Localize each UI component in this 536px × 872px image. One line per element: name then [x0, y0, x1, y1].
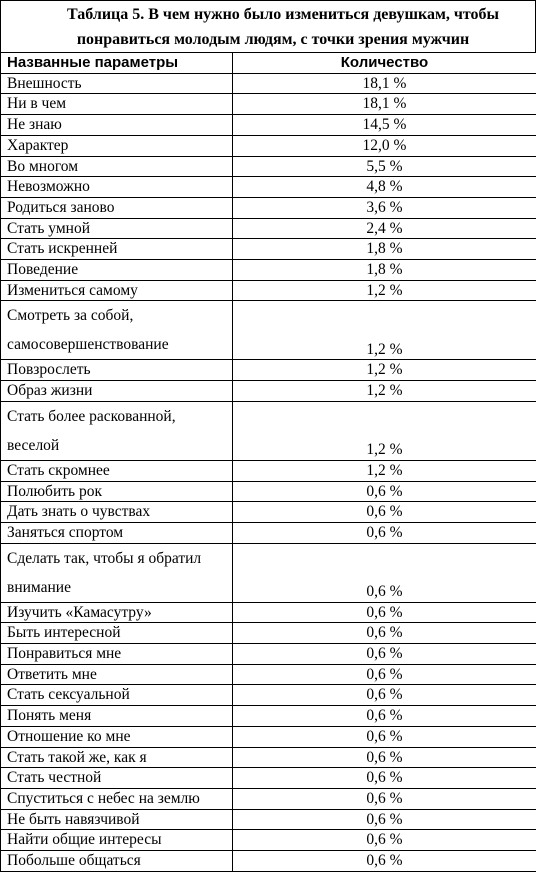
value-cell: 4,8 %	[233, 177, 536, 198]
value-cell: 5,5 %	[233, 156, 536, 177]
table-row	[1, 115, 536, 136]
table-row	[1, 460, 536, 481]
table-row	[1, 726, 536, 747]
value-cell: 0,6 %	[233, 481, 536, 502]
param-cell: Понравиться мне	[1, 644, 233, 665]
table-row	[1, 644, 536, 665]
caption-line-2: понравиться молодым людям, с точки зрения мужчин	[1, 26, 535, 51]
param-cell: Невозможно	[1, 177, 233, 198]
value-cell: 18,1 %	[233, 94, 536, 115]
table-row	[1, 381, 536, 402]
param-cell: Понять меня	[1, 706, 233, 727]
value-cell: 1,8 %	[233, 260, 536, 281]
value-cell: 0,6 %	[233, 664, 536, 685]
value-cell: 0,6 %	[233, 768, 536, 789]
table-row	[1, 73, 536, 94]
table-row	[1, 768, 536, 789]
value-cell: 3,6 %	[233, 197, 536, 218]
value-cell: 0,6 %	[233, 522, 536, 543]
param-cell: Найти общие интересы	[1, 830, 233, 851]
table-row	[1, 280, 536, 301]
value-cell: 0,6 %	[233, 685, 536, 706]
param-cell: Стать такой же, как я	[1, 747, 233, 768]
param-cell	[1, 301, 233, 360]
table-row	[1, 788, 536, 809]
table-row	[1, 522, 536, 543]
table-row	[1, 706, 536, 727]
value-cell: 1,2 %	[233, 280, 536, 301]
param-line-2: веселой	[7, 437, 59, 454]
param-cell: Дать знать о чувствах	[1, 502, 233, 523]
table-row	[1, 602, 536, 623]
table-row	[1, 481, 536, 502]
param-line-2: внимание	[7, 579, 71, 596]
table-row	[1, 543, 536, 602]
param-cell: Измениться самому	[1, 280, 233, 301]
param-cell: Характер	[1, 135, 233, 156]
value-cell: 0,6 %	[233, 502, 536, 523]
value-cell: 1,2 %	[233, 401, 536, 460]
table-row	[1, 685, 536, 706]
value-cell: 0,6 %	[233, 623, 536, 644]
value-cell: 0,6 %	[233, 726, 536, 747]
table-row	[1, 747, 536, 768]
param-cell: Стать искренней	[1, 239, 233, 260]
table-row	[1, 94, 536, 115]
table-row	[1, 156, 536, 177]
table-row	[1, 360, 536, 381]
value-cell: 2,4 %	[233, 218, 536, 239]
param-cell: Ответить мне	[1, 664, 233, 685]
param-cell: Не знаю	[1, 115, 233, 136]
value-cell: 0,6 %	[233, 747, 536, 768]
value-cell: 0,6 %	[233, 706, 536, 727]
value-cell: 0,6 %	[233, 602, 536, 623]
table-row	[1, 239, 536, 260]
table-row	[1, 177, 536, 198]
param-cell: Родиться заново	[1, 197, 233, 218]
param-cell: Повзрослеть	[1, 360, 233, 381]
param-line-1: Сделать так, чтобы я обратил	[7, 550, 201, 567]
param-cell: Во многом	[1, 156, 233, 177]
param-line-1: Стать более раскованной,	[7, 408, 176, 425]
table-row	[1, 623, 536, 644]
table-row	[1, 401, 536, 460]
table-row	[1, 664, 536, 685]
param-cell: Отношение ко мне	[1, 726, 233, 747]
table-row	[1, 851, 536, 872]
table-caption	[0, 0, 536, 52]
param-line-1: Смотреть за собой,	[7, 307, 133, 324]
value-cell: 18,1 %	[233, 73, 536, 94]
column-header-parameters: Названные параметры	[1, 53, 233, 74]
param-cell: Поведение	[1, 260, 233, 281]
table-header-row	[1, 53, 536, 74]
param-cell: Стать сексуальной	[1, 685, 233, 706]
value-cell: 0,6 %	[233, 830, 536, 851]
param-cell: Образ жизни	[1, 381, 233, 402]
table-row	[1, 301, 536, 360]
value-cell: 0,6 %	[233, 788, 536, 809]
value-cell: 0,6 %	[233, 851, 536, 872]
column-header-count: Количество	[233, 53, 536, 74]
table-row	[1, 197, 536, 218]
param-cell: Стать умной	[1, 218, 233, 239]
param-cell: Быть интересной	[1, 623, 233, 644]
param-cell	[1, 401, 233, 460]
value-cell: 1,2 %	[233, 460, 536, 481]
value-cell: 1,2 %	[233, 381, 536, 402]
param-cell: Внешность	[1, 73, 233, 94]
param-cell: Ни в чем	[1, 94, 233, 115]
param-cell: Полюбить рок	[1, 481, 233, 502]
value-cell: 0,6 %	[233, 809, 536, 830]
table-row	[1, 218, 536, 239]
table-row	[1, 135, 536, 156]
data-table	[0, 52, 536, 872]
value-cell: 14,5 %	[233, 115, 536, 136]
param-cell: Стать скромнее	[1, 460, 233, 481]
value-cell: 1,2 %	[233, 360, 536, 381]
value-cell: 0,6 %	[233, 644, 536, 665]
param-line-2: самосовершенствование	[7, 336, 169, 353]
table-row	[1, 502, 536, 523]
param-cell: Побольше общаться	[1, 851, 233, 872]
caption-line-1: Таблица 5. В чем нужно было измениться девушкам, чтобы	[1, 4, 535, 26]
param-cell: Стать честной	[1, 768, 233, 789]
value-cell: 0,6 %	[233, 543, 536, 602]
value-cell: 1,8 %	[233, 239, 536, 260]
param-cell: Заняться спортом	[1, 522, 233, 543]
table-row	[1, 809, 536, 830]
param-cell: Спуститься с небес на землю	[1, 788, 233, 809]
param-cell	[1, 543, 233, 602]
param-cell: Изучить «Камасутру»	[1, 602, 233, 623]
param-cell: Не быть навязчивой	[1, 809, 233, 830]
value-cell: 12,0 %	[233, 135, 536, 156]
table-row	[1, 260, 536, 281]
value-cell: 1,2 %	[233, 301, 536, 360]
table-row	[1, 830, 536, 851]
